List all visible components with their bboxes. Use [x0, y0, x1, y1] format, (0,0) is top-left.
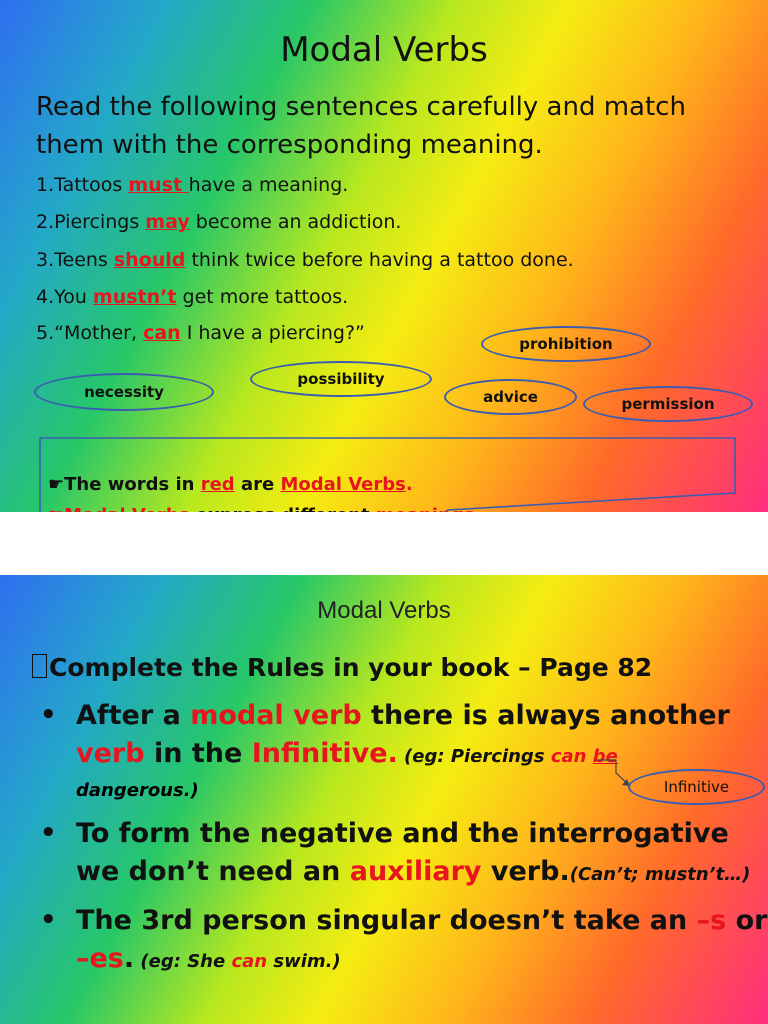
rule-2: To form the negative and the interrogative we don’t need an auxiliary verb.(Can’t; mustn’t…) — [76, 818, 751, 887]
sentence-4: 4.You mustn’t get more tattoos. — [36, 286, 349, 308]
bullet-dot: • — [40, 700, 57, 730]
slide2-subtitle: Complete the Rules in your book – Page 82 — [32, 649, 652, 687]
note-line-1: ☛The words in red are Modal Verbs. — [48, 474, 413, 495]
slide1-title: Modal Verbs — [280, 30, 488, 70]
pointing-hand-icon: ☛ — [48, 474, 65, 495]
rule-1: After a modal verb there is always another verb in the Infinitive. (eg: Piercings can be dangerous.) — [76, 700, 730, 801]
sentence-2: 2.Piercings may become an addiction. — [36, 211, 402, 233]
bullet-dot: • — [40, 905, 57, 935]
meaning-oval-permission[interactable]: permission — [583, 386, 753, 422]
meaning-oval-prohibition[interactable]: prohibition — [481, 326, 651, 362]
meaning-oval-advice[interactable]: advice — [444, 379, 577, 415]
slide1-instruction: Read the following sentences carefully and match them with the corresponding meaning. — [36, 92, 686, 160]
slide-separator — [0, 512, 768, 575]
sentence-3: 3.Teens should think twice before having a tattoo done. — [36, 249, 574, 271]
modal-should: should — [113, 249, 186, 271]
modal-must: must — [128, 174, 189, 196]
modal-can: can — [143, 322, 181, 344]
meaning-oval-possibility[interactable]: possibility — [250, 361, 432, 397]
meaning-oval-necessity[interactable]: necessity — [34, 373, 214, 411]
slide2-title: Modal Verbs — [317, 597, 451, 624]
callout-oval-infinitive: Infinitive — [628, 769, 765, 805]
modal-mustnt: mustn’t — [92, 286, 177, 308]
bullet-dot: • — [40, 818, 57, 848]
slide-2 — [0, 575, 768, 1024]
rule-3: The 3rd person singular doesn’t take an –s or –es. (eg: She can swim.) — [76, 905, 768, 974]
modal-may: may — [145, 211, 190, 233]
sentence-1: 1.Tattoos must have a meaning. — [36, 174, 349, 196]
sentence-5: 5.“Mother, can I have a piercing?” — [36, 322, 365, 344]
